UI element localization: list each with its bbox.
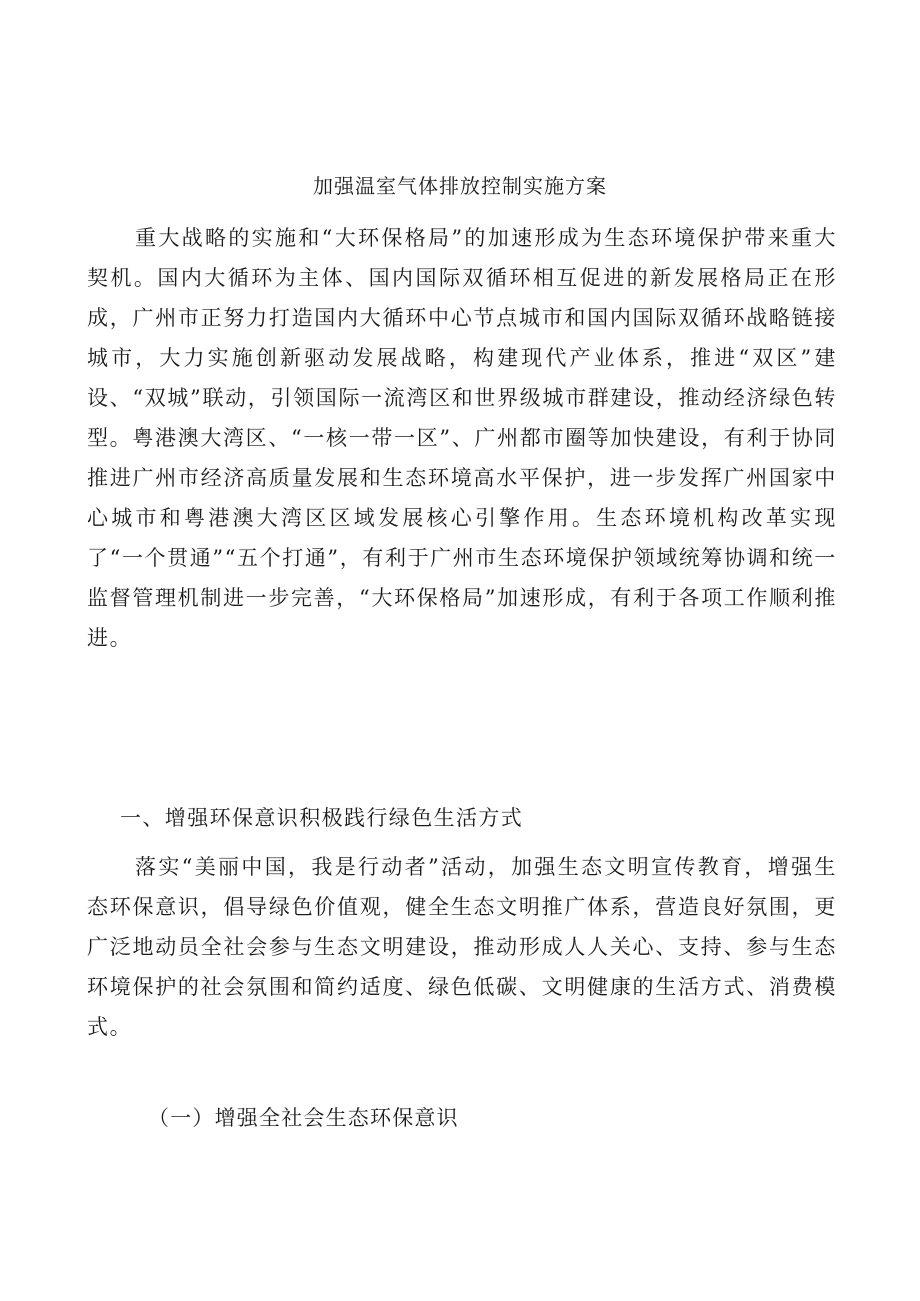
intro-paragraph: 重大战略的实施和“大环保格局”的加速形成为生态环境保护带来重大契机。国内大循环为主体、国内国际双循环相互促进的新发展格局正在形成，广州市正努力打造国内大循环中心节点城市和国内国际双循环战略链接城市，大力实施创新驱动发展战略，构建现代产业体系，推进“双区”建设、“双城”联动，引领国际一流湾区和世界级城市群建设，推动经济绿色转型。粤港澳大湾区、“一核一带一区”、广州都市圈等加快建设，有利于协同推进广州市经济高质量发展和生态环境高水平保护，进一步发挥广州国家中心城市和粤港澳大湾区区域发展核心引擎作用。生态环境机构改革实现了“一个贯通”“五个打通”，有利于广州市生态环境保护领域统筹协调和统一监督管理机制进一步完善，“大环保格局”加速形成，有利于各项工作顺利推进。 xyxy=(87,226,837,650)
section-paragraph: 落实“美丽中国，我是行动者”活动，加强生态文明宣传教育，增强生态环保意识，倡导绿色价值观，健全生态文明推广体系，营造良好氛围，更广泛地动员全社会参与生态文明建设，推动形成人人关心、支持、参与生态环境保护的社会氛围和简约适度、绿色低碳、文明健康的生活方式、消费模式。 xyxy=(87,855,837,1039)
section-heading: 一、增强环保意识积极践行绿色生活方式 xyxy=(120,806,524,830)
subsection-heading: （一）增强全社会生态环保意识 xyxy=(148,1106,459,1130)
document-title: 加强温室气体排放控制实施方案 xyxy=(313,174,607,198)
